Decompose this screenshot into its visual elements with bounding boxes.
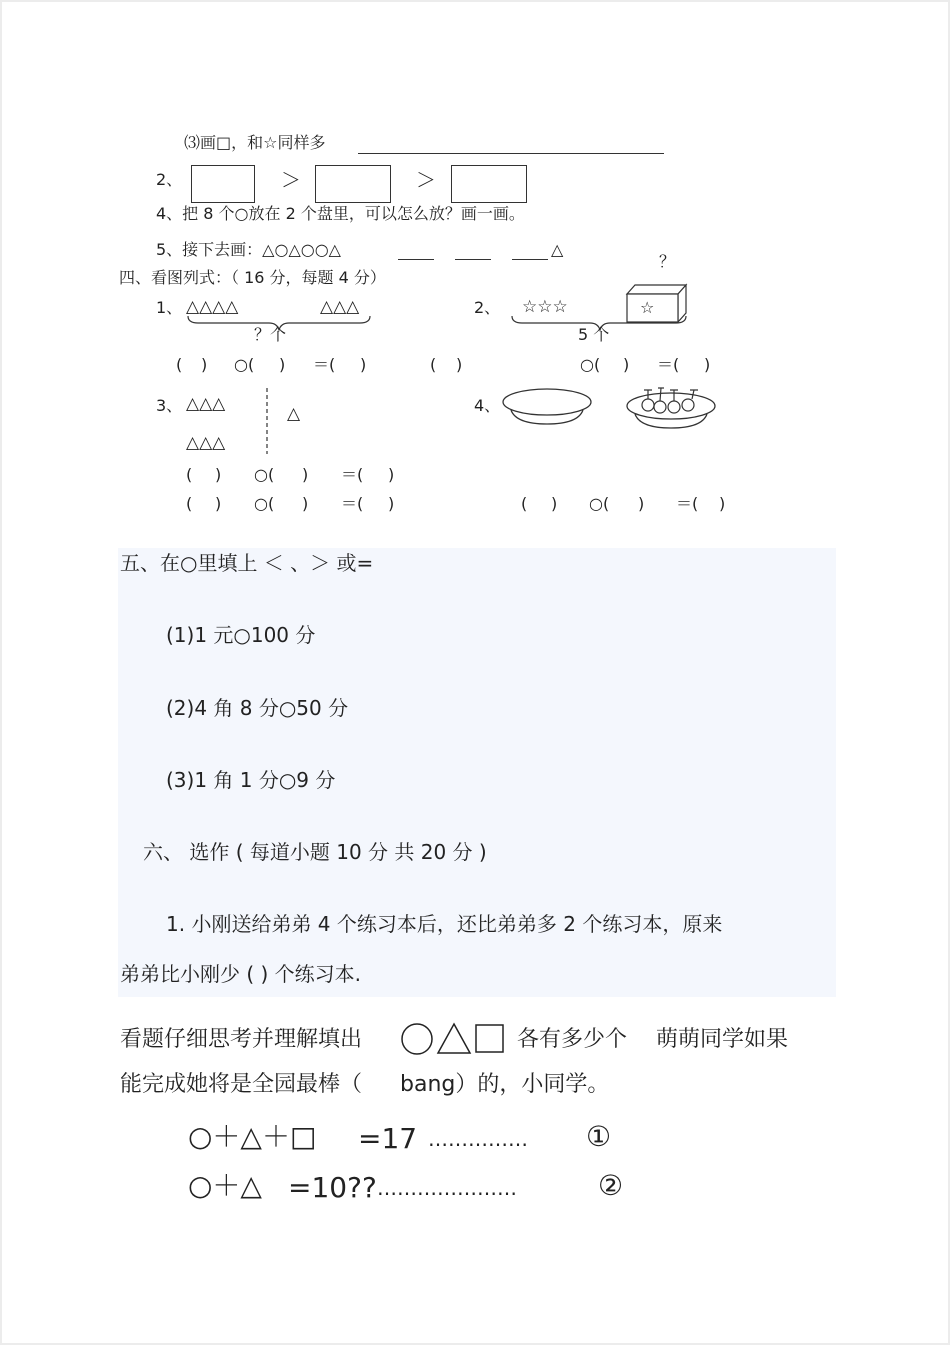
puzzle-line2-start: 能完成她将是全园最棒（ [120,1072,363,1097]
eq-close-paren: ) [279,355,286,374]
eq-close-paren: ) [388,494,395,513]
eq-equals-open: ＝( [676,494,699,513]
eq-close-paren: ) [704,355,711,374]
q1-left-triangles: △△△△ [186,297,239,317]
q5-blank-2[interactable] [455,259,491,260]
eq-equals-open: ＝( [341,494,364,513]
q1-label: 1、 [156,298,183,317]
puzzle-line2-end: bang）的，小同学。 [400,1072,610,1097]
eq-close-paren: ) [623,355,630,374]
equation-2-value: =10?? [288,1171,377,1204]
part6-q1-line2: 弟弟比小刚少 ( ) 个练习本. [120,962,362,986]
q2-total-label: 5 个 [578,325,610,344]
q4-text: 4、把 8 个○放在 2 个盘里，可以怎么放？画一画。 [156,204,525,223]
eq-circle-open: ○( [580,355,601,374]
eq-equals-open: ＝( [341,465,364,484]
q2-box-star: ☆ [640,298,655,317]
part4-heading: 四、看图列式：（ 16 分，每题 4 分） [119,268,386,287]
circle-triangle-square-icons [400,1022,506,1056]
q1-right-triangles: △△△ [320,297,360,317]
q1-total-label: ？个 [254,325,287,344]
q5-end-triangle: △ [551,240,564,259]
eq-circle-open: ○( [254,465,275,484]
eq-close-paren: ) [719,494,726,513]
q2-question-mark: ？ [659,252,676,271]
q2-stars: ☆☆☆ [522,297,568,317]
eq-close-paren: ) [302,494,309,513]
q5-blank-1[interactable] [398,259,434,260]
worksheet-page [2,2,948,1343]
eq-close-paren: ) [215,465,222,484]
eq-close-paren: ) [638,494,645,513]
equation-2-mark: ② [598,1169,624,1202]
q4-label: 4、 [474,396,501,415]
q3-bottom-triangles: △△△ [186,433,226,453]
eq-circle-open: ○( [254,494,275,513]
part6-heading: 六、 选作 ( 每道小题 10 分 共 20 分 ) [143,840,487,864]
eq-close-paren: ) [201,355,208,374]
greater-than-sign: ＞ [416,168,436,192]
eq-open-paren: ( [430,355,437,374]
q3-dashed-divider [265,388,269,454]
eq-close-paren: ) [215,494,222,513]
q2-number: 2、 [156,170,183,189]
equation-1-mark: ① [586,1120,612,1153]
eq-close-paren: ) [360,355,367,374]
equation-2-dots: ………………… [377,1176,517,1200]
equation-1-dots: …………… [428,1127,528,1151]
q2-answer-box-2[interactable] [315,165,391,203]
q3-label: 3、 [156,396,183,415]
q3-answer-line[interactable] [358,153,664,154]
q2-answer-box-1[interactable] [191,165,255,203]
puzzle-line1-start: 看题仔细思考并理解填出 [120,1027,363,1052]
eq-circle-open: ○( [234,355,255,374]
eq-open-paren: ( [176,355,183,374]
q5-blank-3[interactable] [512,259,548,260]
plate-with-fruit-icon [626,386,718,432]
eq-close-paren: ) [388,465,395,484]
eq-close-paren: ) [551,494,558,513]
empty-plate-icon [502,388,594,428]
eq-circle-open: ○( [589,494,610,513]
eq-close-paren: ) [456,355,463,374]
q5-text: 5、接下去画：△○△○○△ [156,240,341,259]
eq-close-paren: ) [302,465,309,484]
part5-item-3: (3)1 角 1 分○9 分 [166,768,336,792]
q3-top-triangles: △△△ [186,394,226,414]
eq-equals-open: ＝( [313,355,336,374]
eq-equals-open: ＝( [657,355,680,374]
puzzle-line1-end: 萌萌同学如果 [656,1027,789,1052]
equation-1-symbols: ○＋△＋□ [188,1120,317,1153]
part5-item-2: (2)4 角 8 分○50 分 [166,696,349,720]
q2-label: 2、 [474,298,501,317]
q3-label: ⑶画□，和☆同样多 [184,133,326,152]
equation-1-value: =17 [358,1122,418,1155]
part6-q1-line1: 1. 小刚送给弟弟 4 个练习本后，还比弟弟多 2 个练习本，原来 [166,912,723,936]
part5-item-1: (1)1 元○100 分 [166,623,316,647]
greater-than-sign: ＞ [281,168,301,192]
eq-open-paren: ( [186,465,193,484]
part5-heading: 五、在○里填上 ＜ 、＞ 或= [120,551,374,575]
eq-open-paren: ( [521,494,528,513]
q3-single-triangle: △ [287,404,301,424]
puzzle-line1-mid: 各有多少个 [517,1027,628,1052]
equation-2-symbols: ○＋△ [188,1169,262,1202]
eq-open-paren: ( [186,494,193,513]
q2-answer-box-3[interactable] [451,165,527,203]
